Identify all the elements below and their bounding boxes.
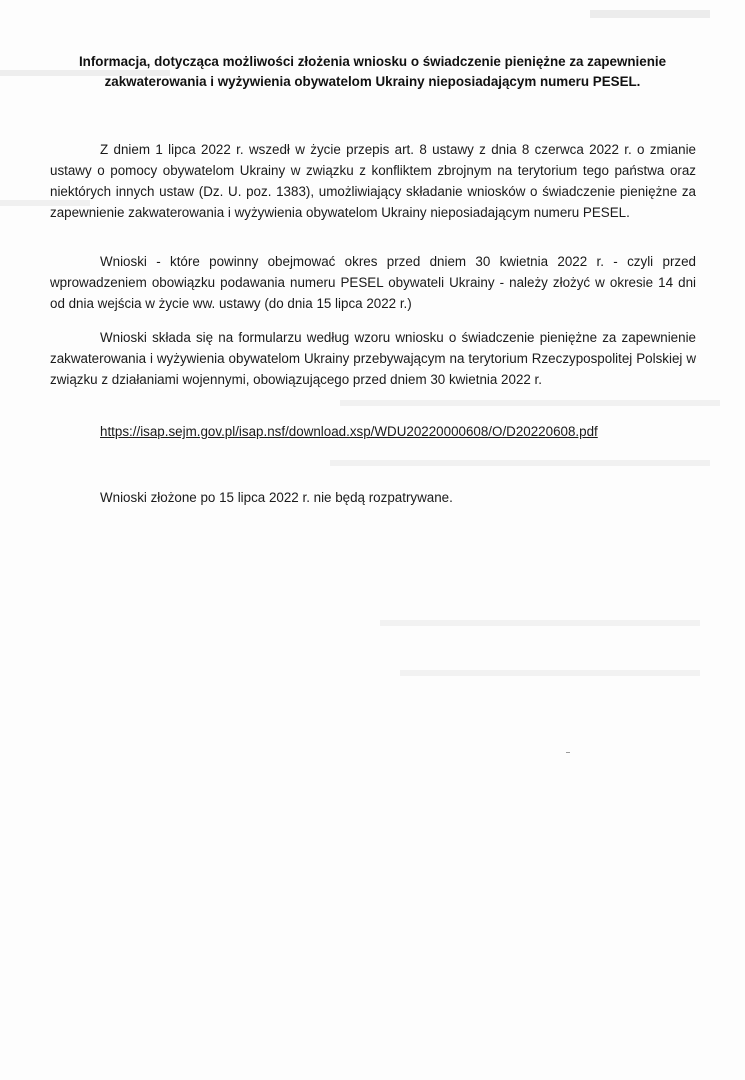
bleed-through-mark [590,10,710,18]
document-title: Informacja, dotycząca możliwości złożenia wniosku o świadczenie pieniężne za zapewnienie zakwaterowania i wyżywienia obywatelom Ukrainy nieposiadającym numeru PESEL. [78,54,667,89]
bleed-through-mark [380,620,700,626]
paragraph-1: Z dniem 1 lipca 2022 r. wszedł w życie przepis art. 8 ustawy z dnia 8 czerwca 2022 r. o zmianie ustawy o pomocy obywatelom Ukrainy w związku z konfliktem zbrojnym na terytorium tego państwa oraz niektórych innych ustaw (Dz. U. poz. 1383), umożliwiający składanie wniosków o świadczenie pieniężne za zapewnienie zakwaterowania i wyżywienia obywatelom Ukrainy nieposiadającym numeru PESEL. [50,142,696,220]
scan-mark [566,752,570,753]
bleed-through-mark [340,400,720,406]
bleed-through-mark [330,460,710,466]
paragraph-2: Wnioski - które powinny obejmować okres przed dniem 30 kwietnia 2022 r. - czyli przed wprowadzeniem obowiązku podawania numeru PESEL obywateli Ukrainy - należy złożyć w okresie 14 dni od dnia wejścia w życie ww. ustawy (do dnia 15 lipca 2022 r.) [50,254,696,311]
paragraph-3: Wnioski składa się na formularzu według wzoru wniosku o świadczenie pieniężne za zapewnienie zakwaterowania i wyżywienia obywatelom Ukrainy przebywającym na terytorium Rzeczypospolitej Polskiej w związku z działaniami wojennymi, obowiązującego przed dniem 30 kwietnia 2022 r. [50,330,696,387]
paragraph-4: Wnioski złożone po 15 lipca 2022 r. nie będą rozpatrywane. [100,490,453,505]
isap-pdf-link[interactable]: https://isap.sejm.gov.pl/isap.nsf/download.xsp/WDU20220000608/O/D20220608.pdf [100,424,598,439]
bleed-through-mark [400,670,700,676]
